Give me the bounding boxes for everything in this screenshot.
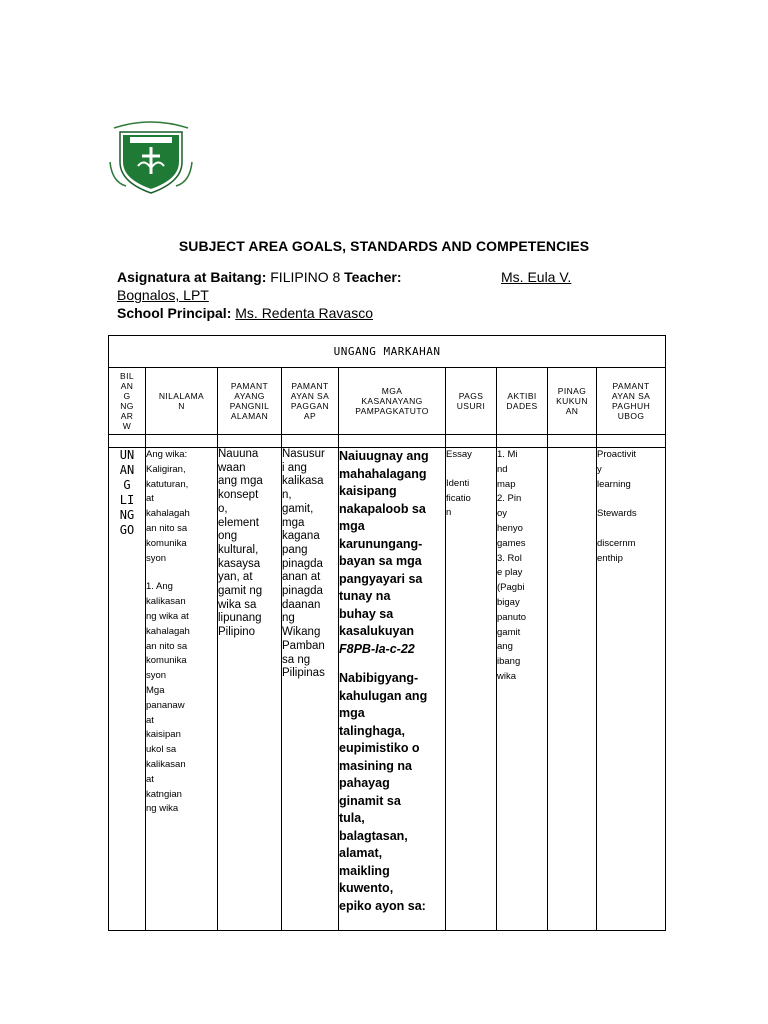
quarter-title: UNGANG MARKAHAN bbox=[109, 336, 666, 368]
principal-name: Ms. Redenta Ravasco bbox=[235, 305, 373, 321]
kasanayan-text-1: Naiuugnay ang mahahalagang kaisipang nakapaloob sa mga karunungang- bayan sa mga pangyayari sa tunay na buhay sa kasalukuyan bbox=[339, 449, 429, 638]
principal-label: School Principal: bbox=[117, 305, 232, 321]
col-pinagkukunan-header bbox=[548, 368, 597, 435]
paghuhubog-item-1: Proactivit y learning bbox=[597, 449, 637, 490]
cell-pangnilalaman bbox=[218, 448, 282, 931]
col-kasanayan-header bbox=[339, 368, 446, 435]
nilalaman-topic: Ang wika: Kaligiran, katuturan, at kahalagah an nito sa komunika syon bbox=[146, 449, 190, 564]
marymount-crest-icon bbox=[108, 118, 194, 194]
teacher-name-line2: Bognalos, LPT bbox=[117, 287, 209, 303]
col-aktibidades-header bbox=[497, 368, 548, 435]
pagganap-text: Nasusur i ang kalikasa n, gamit, mga kagana pang pinagda anan at pinagda daanan ng Wikang Pamban sa ng Pilipinas bbox=[282, 448, 325, 680]
subject-value: FILIPINO 8 bbox=[270, 269, 341, 285]
col-header-text: PAMANT AYAN SA PAGGAN AP bbox=[290, 381, 330, 421]
col-pamantayang-pangnilalaman-header bbox=[218, 368, 282, 435]
col-bilang-header bbox=[109, 368, 146, 435]
principal-line bbox=[117, 305, 373, 322]
pagsusuri-item-2: Identi ficatio n bbox=[446, 477, 471, 519]
kasanayan-code: F8PB-Ia-c-22 bbox=[339, 641, 415, 656]
nilalaman-item-1: 1. Ang kalikasan ng wika at kahalagah an nito sa komunika syon bbox=[146, 581, 190, 682]
paghuhubog-item-3: discernm enthip bbox=[597, 538, 636, 564]
pagsusuri-item-1: Essay bbox=[446, 449, 472, 460]
col-header-text: PAGS USURI bbox=[456, 391, 486, 411]
table-row bbox=[109, 448, 666, 931]
col-header-text: NILALAMA N bbox=[158, 391, 205, 411]
col-header-text: PAMANT AYAN SA PAGHUH UBOG bbox=[611, 381, 651, 421]
cell-bilang bbox=[109, 448, 146, 931]
spacer-row bbox=[109, 435, 666, 448]
subject-line bbox=[117, 269, 597, 286]
col-header-text: PINAG KUKUN AN bbox=[556, 386, 588, 416]
cell-nilalaman bbox=[146, 448, 218, 931]
col-header-text: MGA KASANAYANG PAMPAGKATUTO bbox=[355, 386, 429, 416]
pangnilalaman-text: Nauuna waan ang mga konsept o, element ong kultural, kasaysa yan, at gamit ng wika sa lipunang Pilipino bbox=[218, 448, 263, 639]
col-nilalaman-header bbox=[146, 368, 218, 435]
paghuhubog-item-2: Stewards bbox=[597, 508, 637, 520]
nilalaman-item-2: Mga pananaw at kaisipan ukol sa kalikasan at katngian ng wika bbox=[146, 684, 186, 815]
col-paghuhubog-header bbox=[597, 368, 666, 435]
col-header-text: PAMANT AYANG PANGNIL ALAMAN bbox=[229, 381, 270, 421]
teacher-name-line1: Ms. Eula V. bbox=[501, 269, 572, 285]
col-pamantayan-sa-pagganap-header bbox=[282, 368, 339, 435]
cell-kasanayan bbox=[339, 448, 446, 931]
col-pagsusuri-header bbox=[446, 368, 497, 435]
kasanayan-text-2: Nabibigyang- kahulugan ang mga talinghaga, eupimistiko o masining na pahayag ginamit sa tula, balagtasan, alamat, maikling kuwento, epiko ayon sa: bbox=[339, 671, 428, 913]
page-title: SUBJECT AREA GOALS, STANDARDS AND COMPETENCIES bbox=[178, 238, 590, 254]
col-header-text: BIL AN G NG AR W bbox=[120, 371, 134, 431]
cell-pinagkukunan bbox=[548, 448, 597, 931]
subject-label: Asignatura at Baitang: bbox=[117, 269, 267, 285]
teacher-label: Teacher: bbox=[344, 269, 402, 285]
cell-paghuhubog bbox=[597, 448, 666, 931]
column-header-row bbox=[109, 368, 666, 435]
col-header-text: AKTIBI DADES bbox=[506, 391, 538, 411]
cell-pagganap bbox=[282, 448, 339, 931]
aktibidades-text: 1. Mi nd map 2. Pin oy henyo games 3. Rol e play (Pagbi bigay panuto gamit ang ibang wika bbox=[497, 449, 527, 682]
cell-pagsusuri bbox=[446, 448, 497, 931]
competencies-table bbox=[108, 335, 666, 931]
bilang-text: UN AN G LI NG GO bbox=[119, 448, 135, 537]
school-logo bbox=[108, 118, 194, 194]
cell-aktibidades bbox=[497, 448, 548, 931]
teacher-name-line bbox=[117, 287, 209, 304]
